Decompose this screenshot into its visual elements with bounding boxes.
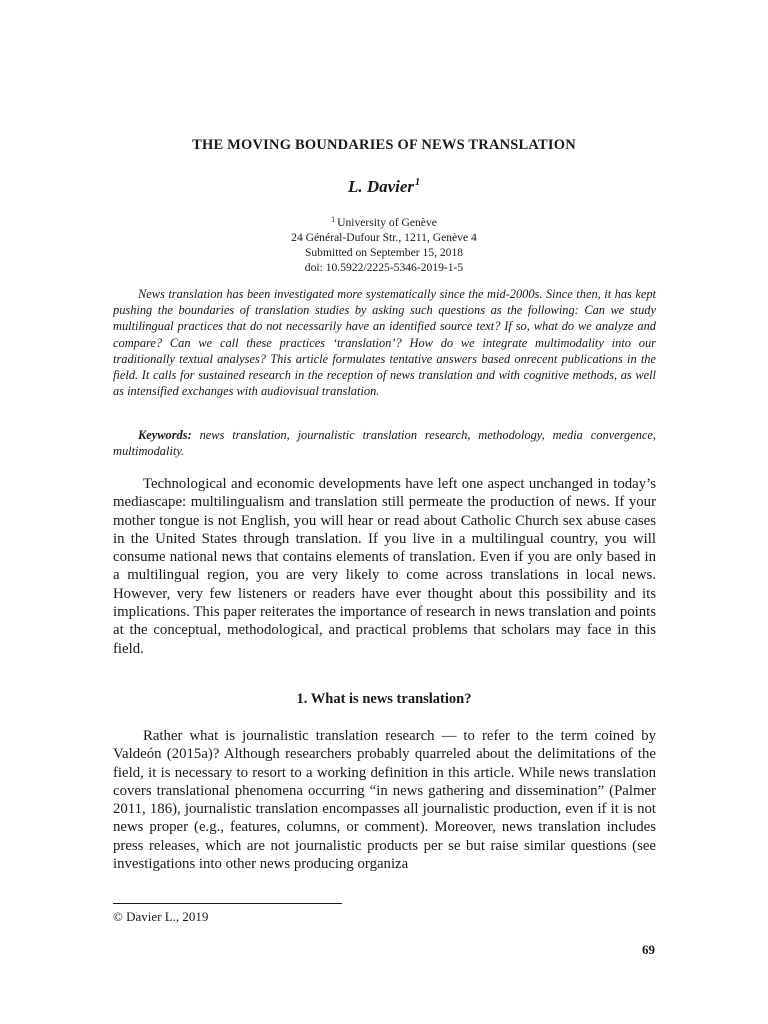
keywords (113, 427, 656, 459)
abstract: News translation has been investigated more systematically since the mid-2000s. Since then, it has kept pushing the boundaries of translation studies by asking such questions as the following: Can we study multilingual practices that do not necessarily have an identified source text? If so, what do we analyze and compare? Can we call these practices ‘translation’? How do we integrate multimodality into our traditionally textual analyses? This article formulates tentative answers based onrecent publications in the field. It calls for sustained research in the reception of news translation and with cognitive methods, as well as intensified exchanges with audiovisual translation. (113, 287, 656, 399)
submission-date: Submitted on September 15, 2018 (304, 246, 464, 259)
affiliation-institution-line (0, 212, 768, 230)
copyright-footnote: © Davier L., 2019 (113, 909, 209, 924)
affiliation-marker: 1 (331, 215, 336, 224)
affiliation-block (0, 212, 768, 275)
article-title: THE MOVING BOUNDARIES OF NEWS TRANSLATION (192, 137, 576, 153)
author-line (0, 177, 768, 197)
author-footnote-marker: 1 (415, 177, 421, 188)
section-paragraph: Rather what is journalistic translation research — to refer to the term coined by Valdeón (2015a)? Although researchers probably quarreled about the delimitations of the field, it is necessary to resort to a working definition in this article. While news translation covers translational phenomena occurring “in news gathering and dissemination” (Palmer 2011, 186), journalistic translation encompasses all journalistic production, even if it is not news proper (e.g., features, columns, or comment). Moreover, news translation includes press releases, which are not journalistic products per se but raise similar questions (see investigations into other news producing organiza (113, 728, 656, 873)
affiliation-address: 24 Général-Dufour Str., 1211, Genève 4 (291, 231, 477, 244)
affiliation-institution: University of Genève (337, 216, 437, 229)
page-number: 69 (642, 942, 655, 957)
doi: doi: 10.5922/2225-5346-2019-1-5 (304, 261, 464, 274)
author-name: L. Davier (347, 177, 415, 196)
section-heading: 1. What is news translation? (296, 691, 472, 707)
keywords-text: news translation, journalistic translation research, methodology, media convergence, multimodality. (113, 428, 656, 459)
intro-paragraph: Technological and economic developments have left one aspect unchanged in today’s mediascape: multilingualism and translation still permeate the production of news. If your mother tongue is not English, you will hear or read about Catholic Church sex abuse cases in the United States through translation. If you live in a multilingual country, you will consume national news that contains elements of translation. Even if you are only based in a multilingual region, you are very likely to come across translations in local news. However, very few listeners or readers have ever thought about this possibility and its implications. This paper reiterates the importance of research in news translation and points at the conceptual, methodological, and practical problems that scholars may face in this field. (113, 476, 656, 657)
footnote-divider (113, 903, 342, 904)
keywords-label: Keywords: (138, 428, 192, 442)
